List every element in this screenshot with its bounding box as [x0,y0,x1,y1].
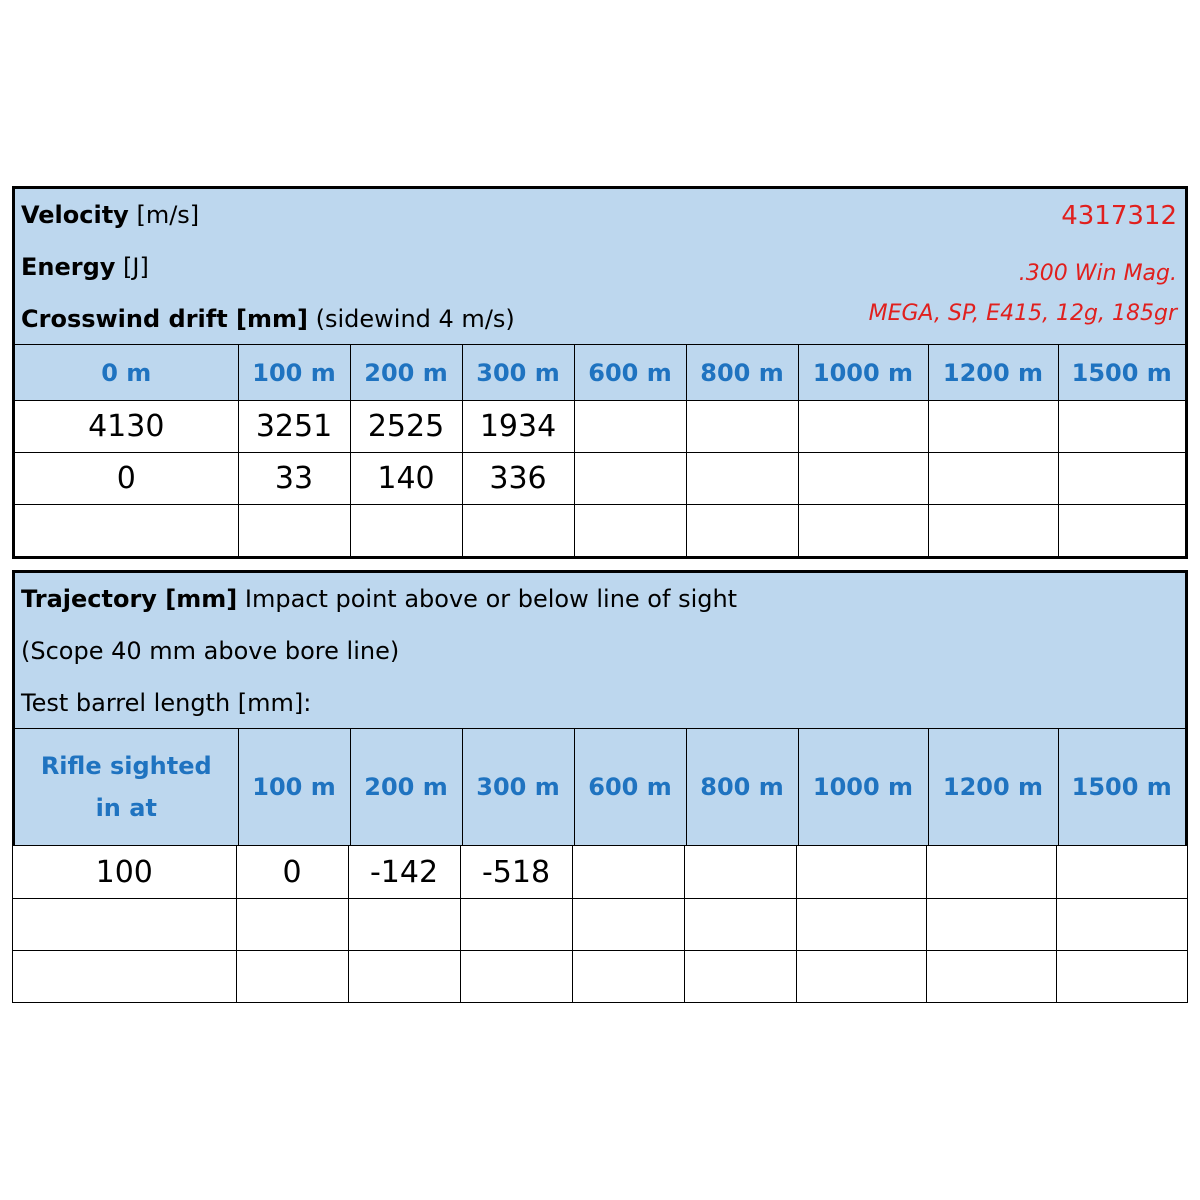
table-cell: 1500 m [1058,729,1185,846]
ballistics-grid [15,344,1185,557]
energy-unit: [J] [115,253,149,281]
table-cell [1056,846,1187,899]
table-cell [460,951,572,1003]
table-cell: 3251 [238,401,350,453]
table-cell [574,505,686,557]
table-cell [684,951,796,1003]
table-cell [13,899,236,951]
table-cell [928,453,1058,505]
table-cell [350,505,462,557]
table-cell [684,846,796,899]
table-cell: 140 [350,453,462,505]
table-cell: 1200 m [928,729,1058,846]
table-cell: 1000 m [798,729,928,846]
table-cell [686,453,798,505]
table-cell [1058,453,1185,505]
table-cell: 0 [236,846,348,899]
table-cell [1058,401,1185,453]
table-cell [348,951,460,1003]
table-cell: 600 m [574,729,686,846]
table-cell: Rifle sighted in at [15,729,238,846]
table-cell [798,401,928,453]
trajectory-grid [15,728,1185,846]
table-cell [796,846,926,899]
table-cell: 300 m [462,345,574,401]
velocity-unit: [m/s] [128,201,200,229]
table-cell: 4130 [15,401,238,453]
table-cell [926,899,1056,951]
caliber: .300 Win Mag. [1018,261,1177,286]
table-cell [926,951,1056,1003]
trajectory-title-line [21,585,737,613]
ballistics-info-header [15,189,1185,344]
table-cell [574,453,686,505]
table-cell [574,401,686,453]
table-cell [686,401,798,453]
table-cell [13,951,236,1003]
table-row [15,401,1185,453]
table-cell: 1934 [462,401,574,453]
table-row [13,899,1187,951]
table-cell [1056,899,1187,951]
table-row [15,505,1185,557]
table-row [13,951,1187,1003]
distance-header-row [15,345,1185,401]
table-cell [238,505,350,557]
energy-line [21,253,149,281]
trajectory-data-grid [13,845,1187,1003]
table-cell: 0 [15,453,238,505]
trajectory-note: Impact point above or below line of sight [237,585,738,613]
table-cell [15,505,238,557]
table-cell: 200 m [350,345,462,401]
table-cell: 0 m [15,345,238,401]
table-cell: 33 [238,453,350,505]
table-cell [1058,505,1185,557]
trajectory-info-header [15,573,1185,728]
table-cell [462,505,574,557]
barrel-length: Test barrel length [mm]: [21,689,312,717]
table-cell: 100 m [238,345,350,401]
table-cell: 300 m [462,729,574,846]
table-cell [684,899,796,951]
ballistics-table [12,186,1188,559]
table-cell [796,951,926,1003]
table-cell [1056,951,1187,1003]
table-cell: 1000 m [798,345,928,401]
table-cell [928,401,1058,453]
table-cell: 100 [13,846,236,899]
table-cell [236,899,348,951]
table-cell: -518 [460,846,572,899]
table-row [13,846,1187,899]
drift-line [21,305,515,333]
table-cell [348,899,460,951]
product-code: 4317312 [1061,201,1177,231]
table-cell: 336 [462,453,574,505]
table-cell [236,951,348,1003]
trajectory-title: Trajectory [mm] [21,585,238,613]
table-cell: 1200 m [928,345,1058,401]
table-cell [798,453,928,505]
table-cell: 800 m [686,345,798,401]
scope-note: (Scope 40 mm above bore line) [21,637,400,665]
trajectory-data [12,845,1188,1003]
drift-note: (sidewind 4 m/s) [308,305,515,333]
table-cell: 100 m [238,729,350,846]
table-cell: 600 m [574,345,686,401]
table-cell [796,899,926,951]
table-cell [572,846,684,899]
table-cell [460,899,572,951]
table-cell [798,505,928,557]
trajectory-header-row [15,729,1185,846]
table-cell: 200 m [350,729,462,846]
table-cell: -142 [348,846,460,899]
table-cell: 800 m [686,729,798,846]
energy-label: Energy [21,253,116,281]
trajectory-table [12,570,1188,848]
table-row [15,453,1185,505]
drift-label: Crosswind drift [mm] [21,305,308,333]
bullet-spec: MEGA, SP, E415, 12g, 185gr [868,301,1177,326]
velocity-line [21,201,199,229]
velocity-label: Velocity [21,201,129,229]
table-cell: 2525 [350,401,462,453]
table-cell [572,899,684,951]
table-cell [928,505,1058,557]
table-cell: 1500 m [1058,345,1185,401]
table-cell [686,505,798,557]
table-cell [572,951,684,1003]
table-cell [926,846,1056,899]
